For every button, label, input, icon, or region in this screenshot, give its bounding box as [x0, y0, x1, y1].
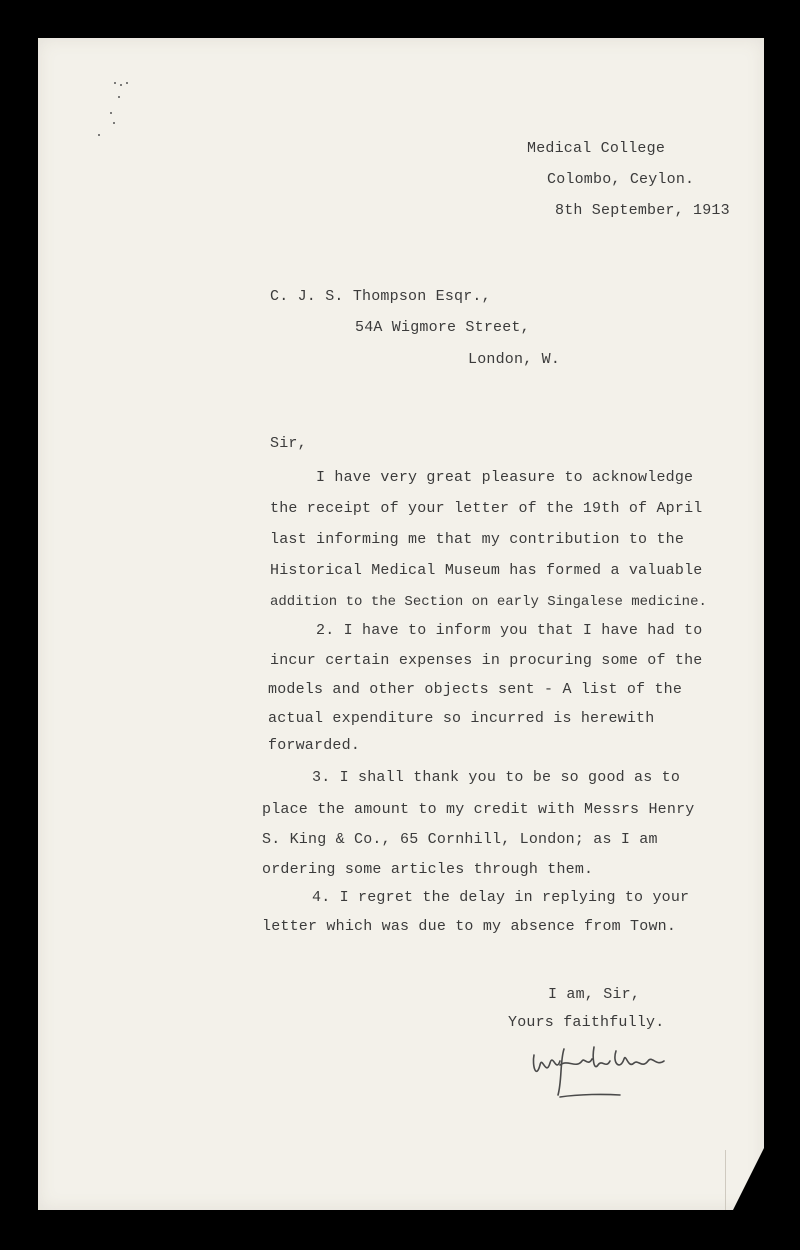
body-line: ordering some articles through them.	[262, 861, 594, 878]
body-line: actual expenditure so incurred is herewith	[268, 710, 655, 727]
paper-specks	[108, 82, 138, 142]
body-line: last informing me that my contribution to the	[270, 531, 685, 548]
salutation: Sir,	[270, 435, 307, 452]
recipient-address-line-1: C. J. S. Thompson Esqr.,	[270, 288, 491, 305]
body-line: Historical Medical Museum has formed a valuable	[270, 562, 703, 579]
handwritten-signature	[520, 1025, 680, 1110]
body-line: letter which was due to my absence from Town.	[262, 918, 677, 935]
letter-date: 8th September, 1913	[555, 202, 730, 219]
body-line: forwarded.	[268, 737, 361, 754]
body-line: addition to the Section on early Singalese medicine.	[270, 594, 707, 610]
body-line: incur certain expenses in procuring some of the	[270, 652, 703, 669]
body-line: 3. I shall thank you to be so good as to	[312, 769, 681, 786]
sender-address-line-1: Medical College	[527, 140, 666, 157]
closing-line-2: Yours faithfully.	[508, 1014, 665, 1031]
closing-line-1: I am, Sir,	[548, 986, 641, 1003]
body-line: models and other objects sent - A list of the	[268, 681, 683, 698]
signature-icon	[520, 1025, 680, 1105]
sender-address-line-2: Colombo, Ceylon.	[547, 171, 695, 188]
body-line: the receipt of your letter of the 19th of April	[270, 500, 703, 517]
recipient-address-line-3: London, W.	[468, 351, 561, 368]
body-line: S. King & Co., 65 Cornhill, London; as I am	[262, 831, 658, 848]
body-line: place the amount to my credit with Messrs Henry	[262, 801, 695, 818]
recipient-address-line-2: 54A Wigmore Street,	[355, 319, 530, 336]
body-line: 4. I regret the delay in replying to your	[312, 889, 690, 906]
body-line: I have very great pleasure to acknowledge	[316, 469, 694, 486]
body-line: 2. I have to inform you that I have had to	[316, 622, 703, 639]
